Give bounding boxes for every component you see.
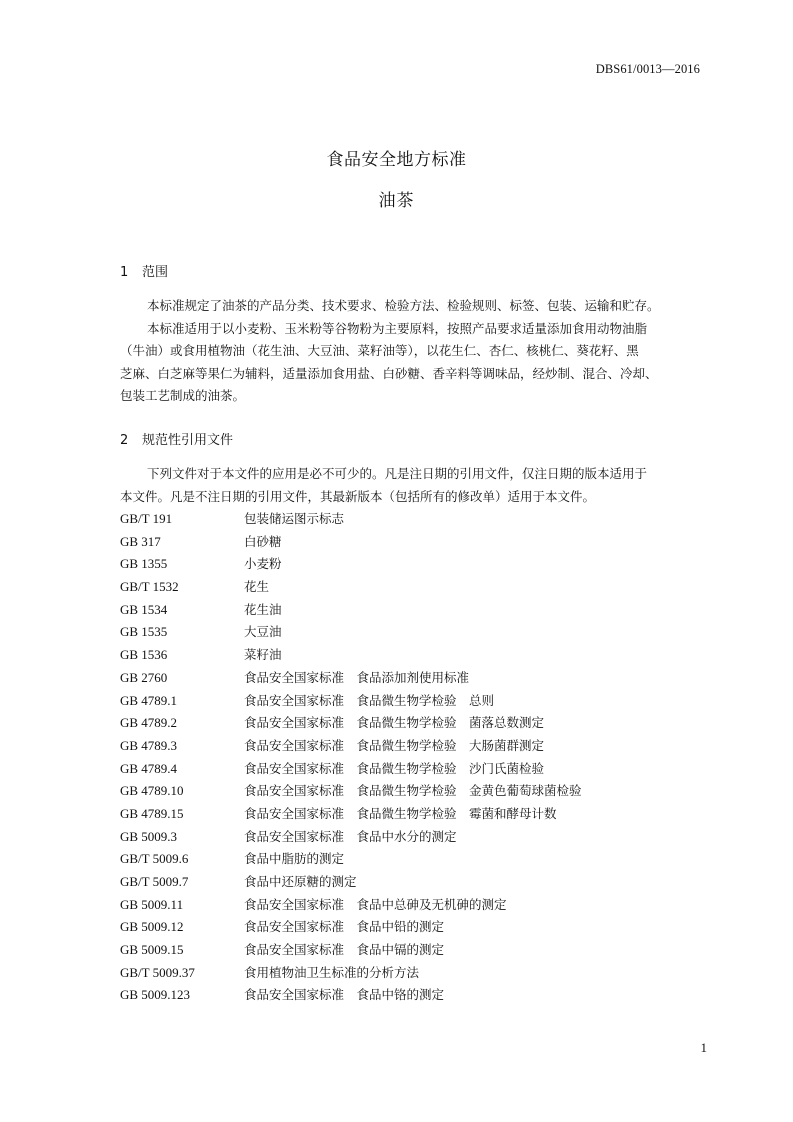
reference-row <box>120 848 712 871</box>
reference-code: GB 1355 <box>120 556 168 572</box>
reference-title: 食品安全国家标准 食品微生物学检验 大肠菌群测定 <box>244 737 545 753</box>
reference-title: 小麦粉 <box>244 556 282 572</box>
reference-title: 食品安全国家标准 食品中水分的测定 <box>244 828 457 844</box>
document-title: 食品安全地方标准 <box>326 150 467 170</box>
reference-row <box>120 712 712 735</box>
section-number: 2 <box>120 433 129 448</box>
reference-code: GB 1536 <box>120 647 168 663</box>
reference-code: GB 4789.4 <box>120 760 178 776</box>
scope-paragraph <box>120 295 712 408</box>
reference-row <box>120 984 712 1007</box>
reference-title: 食品中脂肪的测定 <box>244 851 345 867</box>
reference-code: GB 1534 <box>120 601 168 617</box>
reference-code: GB 5009.3 <box>120 828 178 844</box>
reference-title: 食品安全国家标准 食品中镉的测定 <box>244 942 445 958</box>
reference-code: GB 5009.123 <box>120 987 191 1003</box>
reference-code: GB 4789.2 <box>120 715 178 731</box>
reference-row <box>120 871 712 894</box>
reference-title: 包装储运图示标志 <box>244 511 345 526</box>
reference-row <box>120 758 712 781</box>
paragraph-line: 下列文件对于本文件的应用是必不可少的。凡是注日期的引用文件，仅注日期的版本适用于 <box>147 466 648 481</box>
reference-title: 菜籽油 <box>244 647 282 663</box>
section-heading-normative-references <box>120 429 233 448</box>
reference-title: 白砂糖 <box>244 533 282 549</box>
section-number: 1 <box>120 265 129 280</box>
reference-code: GB 1535 <box>120 624 168 640</box>
reference-row <box>120 803 712 826</box>
page-number: 1 <box>700 1040 707 1055</box>
reference-code: GB 5009.12 <box>120 919 184 935</box>
reference-row <box>120 667 712 690</box>
reference-row <box>120 553 712 576</box>
paragraph-line: 本文件。凡是不注日期的引用文件，其最新版本（包括所有的修改单）适用于本文件。 <box>120 488 596 504</box>
reference-title: 食品安全国家标准 食品微生物学检验 总则 <box>244 692 495 708</box>
references-intro-paragraph <box>120 463 712 508</box>
reference-title: 食品安全国家标准 食品微生物学检验 菌落总数测定 <box>244 715 545 731</box>
reference-row <box>120 826 712 849</box>
reference-code: GB 4789.1 <box>120 692 178 708</box>
reference-code: GB 2760 <box>120 669 168 685</box>
reference-row <box>120 644 712 667</box>
paragraph-line: 芝麻、白芝麻等果仁为辅料，适量添加食用盐、白砂糖、香辛料等调味品，经炒制、混合、冷却、 <box>120 365 658 381</box>
reference-row <box>120 508 712 531</box>
reference-code: GB/T 191 <box>120 511 173 526</box>
reference-title: 食品安全国家标准 食品微生物学检验 沙门氏菌检验 <box>244 760 545 776</box>
reference-code: GB/T 5009.7 <box>120 874 189 889</box>
reference-row <box>120 962 712 985</box>
reference-row <box>120 735 712 758</box>
reference-row <box>120 916 712 939</box>
reference-row <box>120 939 712 962</box>
reference-title: 食用植物油卫生标准的分析方法 <box>244 964 420 980</box>
reference-title: 大豆油 <box>244 624 282 640</box>
reference-row <box>120 531 712 554</box>
reference-code: GB/T 1532 <box>120 579 179 595</box>
reference-title: 花生油 <box>244 601 282 617</box>
reference-title: 食品安全国家标准 食品中总砷及无机砷的测定 <box>244 896 507 912</box>
paragraph-line: 本标准适用于以小麦粉、玉米粉等谷物粉为主要原料，按照产品要求适量添加食用动物油脂 <box>147 320 648 336</box>
reference-title: 食品安全国家标准 食品微生物学检验 霉菌和酵母计数 <box>244 805 557 821</box>
section-heading-scope <box>120 261 168 280</box>
reference-code: GB 4789.10 <box>120 783 184 799</box>
reference-title: 花生 <box>244 579 270 595</box>
reference-row <box>120 690 712 713</box>
reference-row <box>120 621 712 644</box>
reference-row <box>120 894 712 917</box>
reference-list <box>120 508 712 1007</box>
document-code: DBS61/0013—2016 <box>595 62 700 76</box>
paragraph-line: 包装工艺制成的油茶。 <box>120 388 246 403</box>
document-subtitle: 油茶 <box>378 191 415 211</box>
reference-row <box>120 576 712 599</box>
reference-title: 食品中还原糖的测定 <box>244 874 357 889</box>
reference-title: 食品安全国家标准 食品中铅的测定 <box>244 919 445 935</box>
reference-title: 食品安全国家标准 食品中铬的测定 <box>244 987 445 1003</box>
section-title: 规范性引用文件 <box>142 433 234 448</box>
paragraph-line: 本标准规定了油茶的产品分类、技术要求、检验方法、检验规则、标签、包装、运输和贮存。 <box>147 298 660 313</box>
section-title: 范围 <box>142 265 169 280</box>
reference-code: GB 4789.15 <box>120 805 184 821</box>
reference-code: GB/T 5009.6 <box>120 851 189 867</box>
reference-code: GB 5009.15 <box>120 942 184 958</box>
reference-code: GB 317 <box>120 533 161 549</box>
reference-code: GB 4789.3 <box>120 737 178 753</box>
reference-title: 食品安全国家标准 食品添加剂使用标准 <box>244 669 470 685</box>
reference-code: GB/T 5009.37 <box>120 964 195 980</box>
reference-title: 食品安全国家标准 食品微生物学检验 金黄色葡萄球菌检验 <box>244 783 582 799</box>
reference-row <box>120 599 712 622</box>
reference-code: GB 5009.11 <box>120 896 184 912</box>
paragraph-line: （牛油）或食用植物油（花生油、大豆油、菜籽油等），以花生仁、杏仁、核桃仁、葵花籽、黑 <box>120 343 639 358</box>
reference-row <box>120 780 712 803</box>
